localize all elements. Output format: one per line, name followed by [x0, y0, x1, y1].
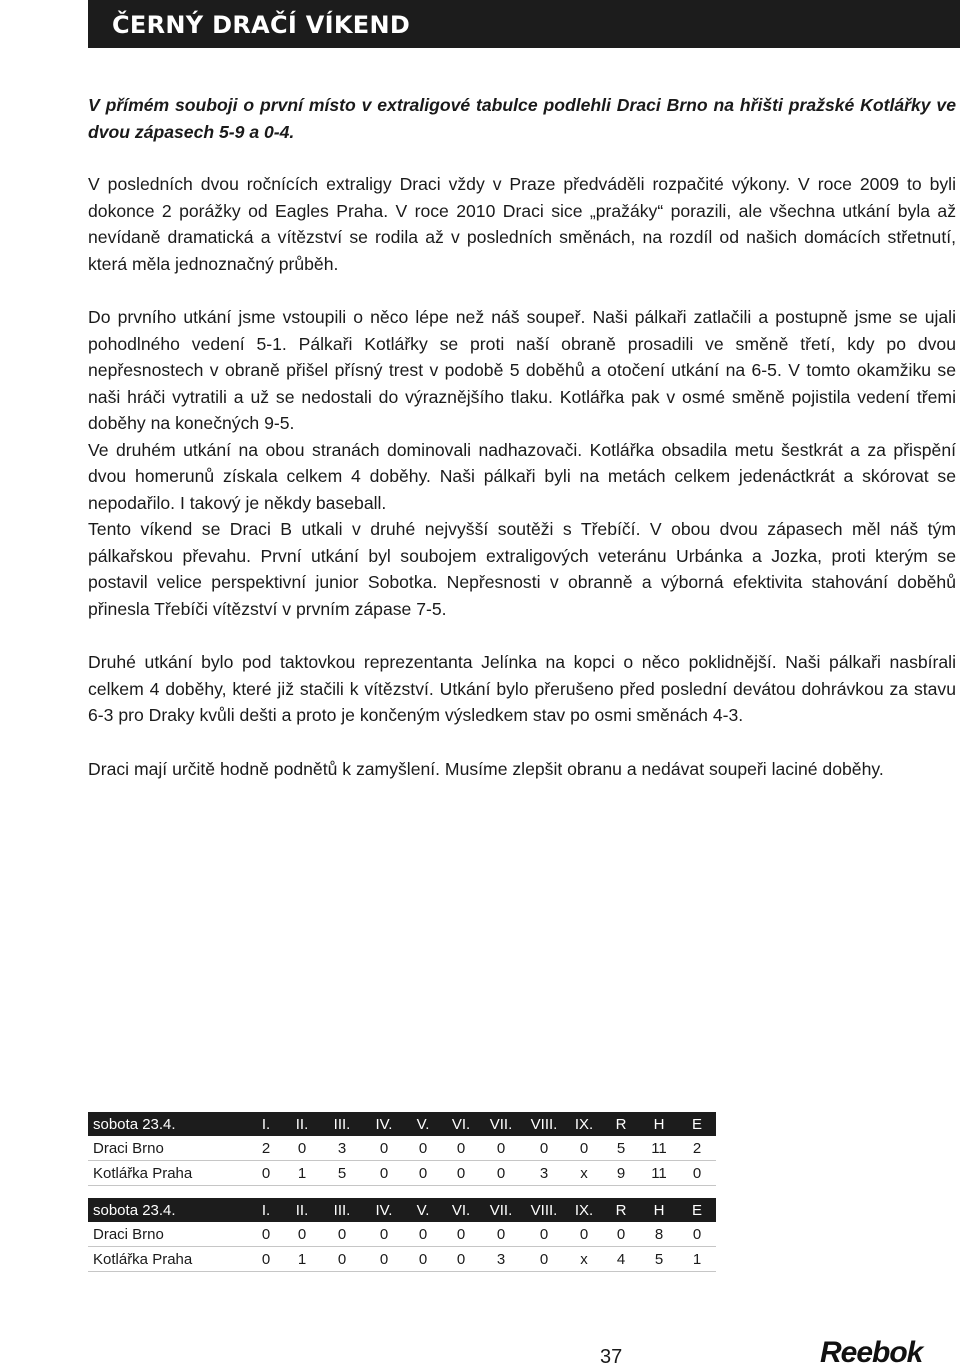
inning-score: 0 [566, 1222, 602, 1247]
inning-score: x [566, 1161, 602, 1186]
inning-label: V. [404, 1198, 442, 1222]
errors-total: 0 [678, 1222, 716, 1247]
inning-score: 0 [480, 1161, 522, 1186]
page-number: 37 [600, 1346, 623, 1368]
inning-score: 0 [566, 1136, 602, 1161]
inning-label: III. [320, 1198, 364, 1222]
inning-score: 0 [522, 1247, 566, 1272]
hits-label: H [640, 1198, 678, 1222]
runs-total: 5 [602, 1136, 640, 1161]
inning-score: 0 [248, 1247, 284, 1272]
team-name: Kotlářka Praha [88, 1247, 248, 1272]
inning-label: VIII. [522, 1198, 566, 1222]
inning-score: 1 [284, 1161, 320, 1186]
inning-label: VIII. [522, 1112, 566, 1136]
game-date: sobota 23.4. [88, 1112, 248, 1136]
inning-label: VII. [480, 1112, 522, 1136]
runs-total: 4 [602, 1247, 640, 1272]
inning-score: 0 [364, 1161, 404, 1186]
inning-label: VI. [442, 1112, 480, 1136]
inning-score: 0 [248, 1222, 284, 1247]
team-row [88, 1161, 716, 1186]
errors-total: 1 [678, 1247, 716, 1272]
inning-score: 0 [442, 1136, 480, 1161]
article-paragraph: Tento víkend se Draci B utkali v druhé nejvyšší soutěži s Třebíčí. V obou dvou zápasech měl náš tým pálkařskou převahu. První utkání byl soubojem extraligových veteránu Urbánka a Jozka, proti kterým se postavil velice perspektivní junior Sobotka. Nepřesnosti v obranně a výborná efektivita stahování doběhů přinesla Třebíči vítězství v prvním zápase 7-5. [88, 519, 956, 619]
inning-score: 0 [404, 1161, 442, 1186]
inning-label: IV. [364, 1198, 404, 1222]
inning-label: IX. [566, 1198, 602, 1222]
inning-score: 0 [404, 1222, 442, 1247]
hits-total: 11 [640, 1161, 678, 1186]
article-paragraph: Druhé utkání bylo pod taktovkou reprezentanta Jelínka na kopci o něco poklidnější. Naši pálkaři nasbírali celkem 4 doběhy, které již stačili k vítězství. Utkání bylo přerušeno před poslední devátou dohrávkou za stavu 6-3 pro Draky kvůli dešti a proto je končeným výsledkem stav po osmi směnách 4-3. [88, 652, 956, 725]
scoreboard-game-2 [88, 1198, 716, 1272]
errors-label: E [678, 1198, 716, 1222]
inning-score: 3 [480, 1247, 522, 1272]
team-row [88, 1136, 716, 1161]
errors-total: 0 [678, 1161, 716, 1186]
team-name: Kotlářka Praha [88, 1161, 248, 1186]
inning-score: 0 [522, 1136, 566, 1161]
article-paragraph: Draci mají určitě hodně podnětů k zamyšlení. Musíme zlepšit obranu a nedávat soupeři laciné doběhy. [88, 758, 884, 779]
runs-label: R [602, 1198, 640, 1222]
team-name: Draci Brno [88, 1222, 248, 1247]
runs-label: R [602, 1112, 640, 1136]
inning-score: 3 [522, 1161, 566, 1186]
inning-score: 0 [522, 1222, 566, 1247]
errors-total: 2 [678, 1136, 716, 1161]
inning-score: 0 [320, 1247, 364, 1272]
page-title: ČERNÝ DRAČÍ VÍKEND [112, 11, 411, 39]
brand-logo: Reebok [820, 1336, 923, 1369]
runs-total: 0 [602, 1222, 640, 1247]
inning-score: 0 [320, 1222, 364, 1247]
inning-label: II. [284, 1198, 320, 1222]
inning-label: VII. [480, 1198, 522, 1222]
article-body [88, 92, 956, 782]
inning-score: 0 [404, 1136, 442, 1161]
team-row [88, 1222, 716, 1247]
inning-score: 0 [442, 1222, 480, 1247]
article-paragraph: Do prvního utkání jsme vstoupili o něco lépe než náš soupeř. Naši pálkaři zatlačili a postupně jsme se ujali pohodlného vedení 5-1. Pálkaři Kotlářky se proti naší obraně prosadili ve směně třetí, kdy po dvou nepřesnostech v obraně přišel přísný trest v podobě 5 doběhů a otočení utkání na 6-5. V tomto okamžiku se naši hráči vytratili a už se nedostali do výraznějšího tlaku. Kotlářka pak v osmé směně pojistila vedení třemi doběhy na konečných 9-5. [88, 307, 956, 433]
inning-score: 0 [480, 1222, 522, 1247]
inning-score: 1 [284, 1247, 320, 1272]
team-row [88, 1247, 716, 1272]
inning-label: VI. [442, 1198, 480, 1222]
inning-label: IV. [364, 1112, 404, 1136]
inning-score: 0 [284, 1222, 320, 1247]
scoreboard-game-1 [88, 1112, 716, 1186]
inning-score: x [566, 1247, 602, 1272]
article-paragraph: Ve druhém utkání na obou stranách dominovali nadhazovači. Kotlářka obsadila metu šestkrát a za přispění dvou homerunů získala celkem 4 doběhy. Naši pálkaři byli na metách celkem jedenáctkrát a skórovat se nepodařilo. I takový je někdy baseball. [88, 439, 956, 513]
hits-total: 11 [640, 1136, 678, 1161]
scoreboard-header-row [88, 1112, 716, 1136]
inning-score: 0 [442, 1161, 480, 1186]
errors-label: E [678, 1112, 716, 1136]
game-date: sobota 23.4. [88, 1198, 248, 1222]
inning-label: V. [404, 1112, 442, 1136]
article-paragraph: V posledních dvou ročnících extraligy Draci vždy v Praze předváděli rozpačité výkony. V roce 2009 to byli dokonce 2 porážky od Eagles Praha. V roce 2010 Draci sice „pražáky“ porazili, ale všechna utkání byla až nevídaně dramatická a vítězství se rodila až v posledních směnách, na rozdíl od našich domácích střetnutí, která měla jednoznačný průběh. [88, 174, 956, 274]
inning-score: 0 [442, 1247, 480, 1272]
inning-score: 0 [364, 1136, 404, 1161]
inning-label: IX. [566, 1112, 602, 1136]
hits-total: 8 [640, 1222, 678, 1247]
inning-score: 0 [480, 1136, 522, 1161]
hits-label: H [640, 1112, 678, 1136]
team-name: Draci Brno [88, 1136, 248, 1161]
inning-score: 0 [364, 1247, 404, 1272]
hits-total: 5 [640, 1247, 678, 1272]
inning-score: 2 [248, 1136, 284, 1161]
inning-score: 0 [248, 1161, 284, 1186]
inning-label: III. [320, 1112, 364, 1136]
inning-label: I. [248, 1112, 284, 1136]
inning-label: I. [248, 1198, 284, 1222]
inning-score: 0 [364, 1222, 404, 1247]
header-bar [88, 0, 960, 48]
scoreboard-header-row [88, 1198, 716, 1222]
inning-score: 0 [284, 1136, 320, 1161]
runs-total: 9 [602, 1161, 640, 1186]
inning-score: 3 [320, 1136, 364, 1161]
article-lead: V přímém souboji o první místo v extraligové tabulce podlehli Draci Brno na hřišti pražské Kotlářky ve dvou zápasech 5-9 a 0-4. [88, 95, 956, 142]
inning-label: II. [284, 1112, 320, 1136]
inning-score: 0 [404, 1247, 442, 1272]
inning-score: 5 [320, 1161, 364, 1186]
